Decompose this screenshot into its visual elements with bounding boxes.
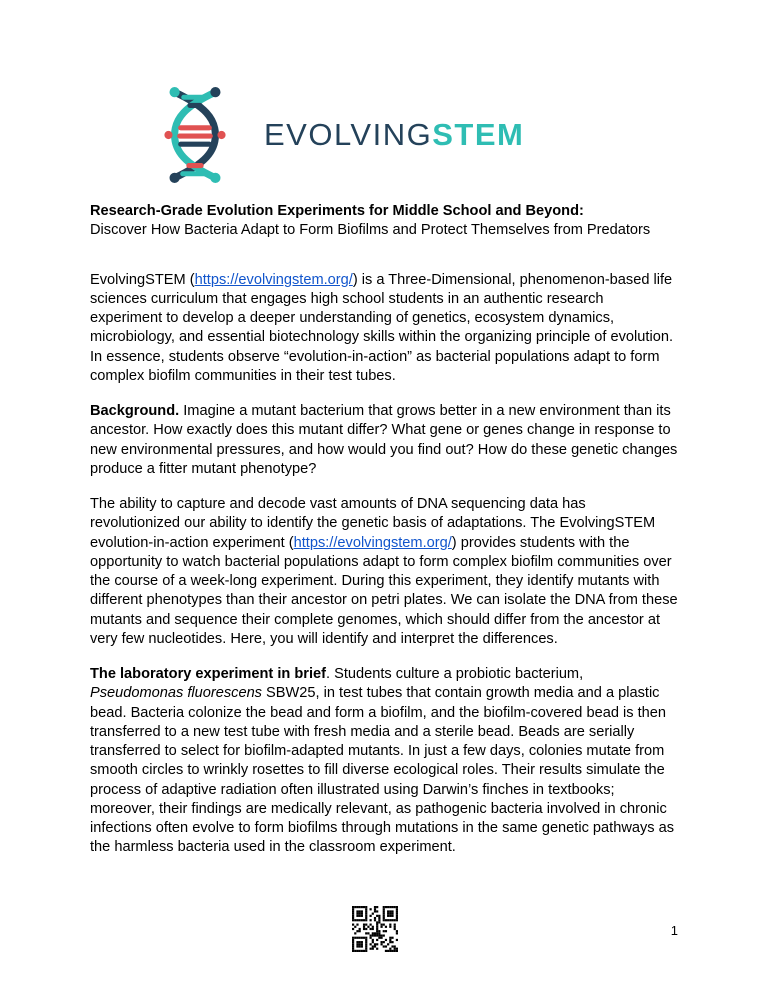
dna-helix-icon — [150, 84, 240, 186]
document-title — [90, 202, 678, 241]
logo-text-stem: STEM — [432, 116, 525, 152]
text-run: The laboratory experiment in brief — [90, 666, 326, 682]
evolvingstem-link[interactable]: https://evolvingstem.org/ — [194, 271, 353, 288]
evolvingstem-logo — [0, 0, 768, 186]
text-run: ) provides students with the opportunity to watch bacterial populations adapt to form complex biofilm communities over the course of a week-long experiment. During this experiment, they identify mutants with different phenotypes than their ancestor on petri plates. We can isolate the DNA from these mutants and sequence their complete genomes, which should differ from the ancestor at very few nucleotides. Here, you will identify and interpret the differences. — [90, 534, 678, 647]
text-run: Pseudomonas fluorescens — [90, 685, 262, 702]
document-subtitle-line: Discover How Bacteria Adapt to Form Biofilms and Protect Themselves from Predators — [90, 222, 651, 239]
text-run: EvolvingSTEM ( — [90, 271, 195, 288]
page-number: 1 — [670, 923, 678, 938]
paragraph-intro — [90, 271, 678, 387]
text-run: Background. — [90, 403, 180, 419]
logo-wordmark — [264, 115, 524, 156]
text-run: Imagine a mutant bacterium that grows better in a new environment than its ancestor. How exactly does this mutant differ? What gene or genes change in response to new environmental pressures, and how would you find out? How do these genetic changes produce a fitter mutant phenotype? — [90, 403, 678, 477]
paragraph-lab-experiment — [90, 665, 678, 858]
document-title-bold-line: Research-Grade Evolution Experiments for Middle School and Beyond: — [90, 203, 584, 219]
document-body — [0, 202, 768, 858]
evolvingstem-link[interactable]: https://evolvingstem.org/ — [293, 534, 452, 551]
text-run: ) is a Three-Dimensional, phenomenon-based life sciences curriculum that engages high school students in an authentic research experiment to develop a deeper understanding of genetics, ecosystem dynamics, microbiology, and essential biotechnology skills within the organizing principle of evolution. In essence, students observe “evolution-in-action” as bacterial populations adapt to form complex biofilm communities in their test tubes. — [90, 271, 673, 384]
paragraph-sequencing — [90, 495, 678, 649]
page-footer — [0, 906, 768, 958]
text-run: SBW25, in test tubes that contain growth media and a plastic bead. Bacteria colonize the bead and form a biofilm, and the biofilm-covered bead is then transferred to a new test tube with fresh media and a sterile bead. Beads are serially transferred to select for biofilm-adapted mutants. In just a few days, colonies mutate from smooth circles to wrinkly rosettes to fill diverse ecological roles. Their results simulate the process of adaptive radiation often illustrated using Darwin’s finches in textbooks; moreover, their findings are medically relevant, as pathogenic bacteria involved in chronic infections often evolve to form biofilms through mutations in the same genetic pathways as the harmless bacteria used in the classroom experiment. — [90, 685, 675, 856]
logo-text-evolving: EVOLVING — [264, 116, 433, 152]
text-run: . Students culture a probiotic bacterium, — [326, 666, 584, 682]
paragraph-background — [90, 402, 678, 479]
qr-code — [352, 906, 398, 952]
text-run: The ability to capture and decode vast amounts of DNA sequencing data has revolutionized our ability to identify the genetic basis of adaptations. The EvolvingSTEM evolution-in-action experiment ( — [90, 496, 656, 551]
